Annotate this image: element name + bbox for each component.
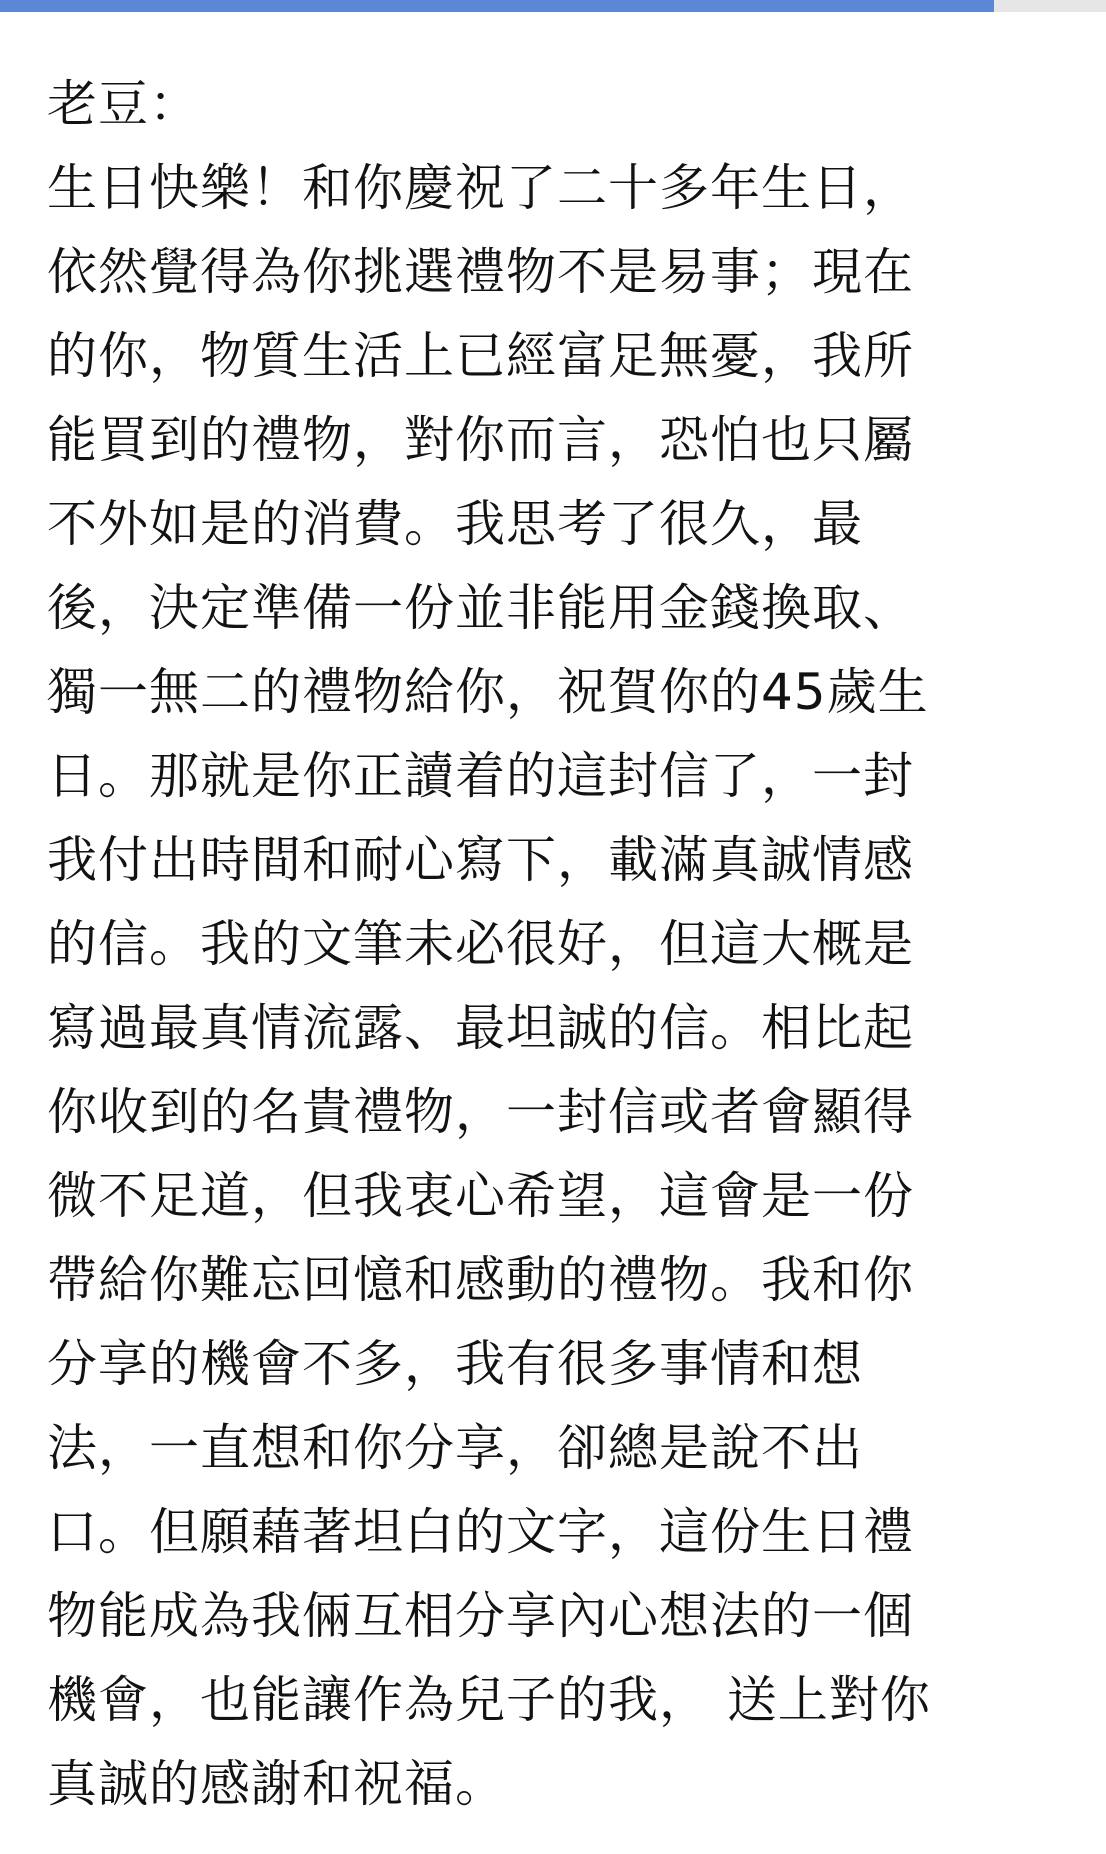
letter-line: 的你，物質生活上已經富足無憂，我所 [47,327,914,385]
letter-line: 後，決定準備一份並非能用金錢換取、 [47,579,914,637]
letter-line: 生日快樂！和你慶祝了二十多年生日， [47,159,914,217]
letter-line: 能買到的禮物，對你而言，恐怕也只屬 [47,411,914,469]
letter-line: 帶給你難忘回憶和感動的禮物。我和你 [47,1251,914,1309]
letter-line: 口。但願藉著坦白的文字，這份生日禮 [47,1503,914,1561]
letter-line: 你收到的名貴禮物，一封信或者會顯得 [47,1083,914,1141]
letter-line: 獨一無二的禮物給你，祝賀你的45歲生 [47,663,929,721]
letter-salutation: 老豆： [47,75,200,133]
letter-line: 不外如是的消費。我思考了很久，最 [47,495,863,553]
letter-line: 機會，也能讓作為兒子的我， 送上對你 [47,1671,931,1729]
letter-line: 依然覺得為你挑選禮物不是易事；現在 [47,243,914,301]
letter-line: 日。那就是你正讀着的這封信了，一封 [47,747,914,805]
reading-progress-bar [0,0,1106,12]
letter-line: 的信。我的文筆未必很好，但這大概是 [47,915,914,973]
letter-line: 法，一直想和你分享，卻總是說不出 [47,1419,863,1477]
letter-line: 微不足道，但我衷心希望，這會是一份 [47,1167,914,1225]
letter-line: 我付出時間和耐心寫下，載滿真誠情感 [47,831,914,889]
reading-progress-fill [0,0,994,12]
letter-line: 物能成為我倆互相分享內心想法的一個 [47,1587,914,1645]
letter-body [47,62,1077,1826]
letter-line: 真誠的感謝和祝福。 [47,1755,506,1813]
letter-line: 寫過最真情流露、最坦誠的信。相比起 [47,999,914,1057]
letter-line: 分享的機會不多，我有很多事情和想 [47,1335,863,1393]
